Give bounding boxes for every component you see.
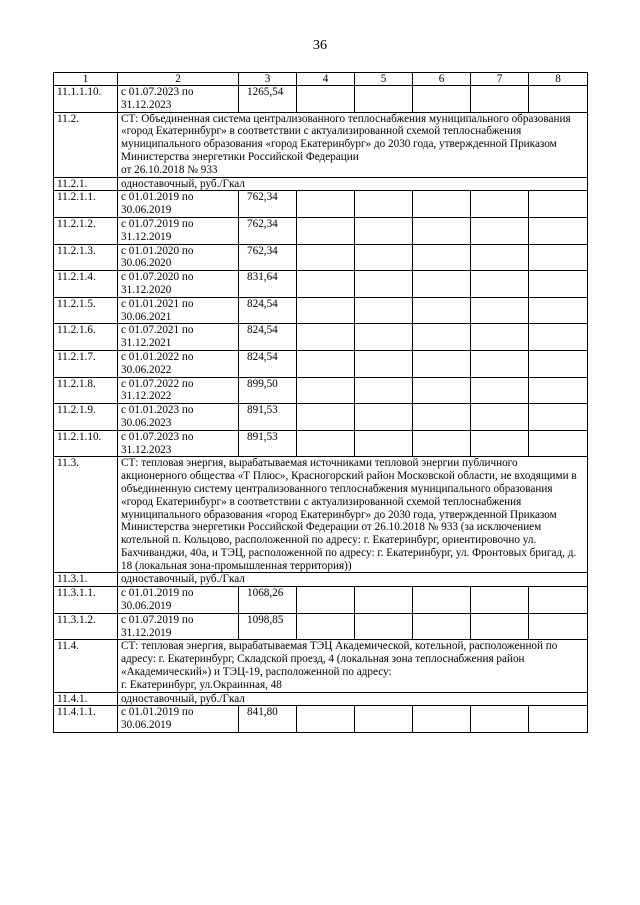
empty-cell [413, 324, 471, 351]
empty-cell [413, 706, 471, 733]
empty-cell [529, 86, 588, 113]
row-number-cell: 11.3.1.1. [54, 587, 118, 614]
table-row [54, 217, 588, 244]
row-number-cell: 11.2.1.6. [54, 324, 118, 351]
empty-cell [471, 191, 529, 218]
section-description-cell: СТ: тепловая энергия, вырабатываемая источниками тепловой энергии публичного акционерного общества «Т Плюс», Красногорский район Московской области, не входящими в объединенную систему централизованного теплоснабжения муниципального образования «город Екатеринбург» в соответствии с актуализированной схемой теплоснабжения муниципального образования «город Екатеринбург» до 2030 года, утвержденной Приказом Министерства энергетики Российской Федерации от 26.10.2018 № 933 (за исключением котельной п. Кольцово, расположенной по адресу: г. Екатеринбург, ориентировочно ул. Бахчиванджи, 40а, и ТЭЦ, расположенной по адресу: г. Екатеринбург, ул. Фронтовых бригад, д. 18 (локальная зона-промышленная территория)) [118, 457, 588, 573]
row-number-cell: 11.2.1.9. [54, 404, 118, 431]
period-cell: с 01.07.2019 по 31.12.2019 [118, 217, 239, 244]
table-row [54, 430, 588, 457]
empty-cell [413, 377, 471, 404]
empty-cell [529, 191, 588, 218]
period-cell: с 01.07.2022 по 31.12.2022 [118, 377, 239, 404]
tariff-value-cell: 891,53 [239, 404, 297, 431]
empty-cell [355, 86, 413, 113]
empty-cell [413, 613, 471, 640]
period-cell: с 01.01.2022 по 30.06.2022 [118, 350, 239, 377]
empty-cell [297, 191, 355, 218]
empty-cell [529, 430, 588, 457]
column-header: 7 [471, 73, 529, 86]
empty-cell [297, 587, 355, 614]
tariff-table [53, 72, 588, 733]
empty-cell [413, 244, 471, 271]
empty-cell [413, 217, 471, 244]
section-description-cell: СТ: тепловая энергия, вырабатываемая ТЭЦ Академической, котельной, расположенной по адресу: г. Екатеринбург, Складской проезд, 4 (локальная зона теплоснабжения район «Академический») и ТЭЦ-19, расположенной по адресу: г. Екатеринбург, ул.Окраинная, 48 [118, 640, 588, 692]
empty-cell [355, 430, 413, 457]
page-number: 36 [313, 38, 327, 53]
section-row [54, 112, 588, 177]
empty-cell [355, 706, 413, 733]
column-header: 5 [355, 73, 413, 86]
empty-cell [471, 86, 529, 113]
period-cell: с 01.07.2019 по 31.12.2019 [118, 613, 239, 640]
empty-cell [297, 324, 355, 351]
period-cell: с 01.01.2023 по 30.06.2023 [118, 404, 239, 431]
empty-cell [355, 244, 413, 271]
tariff-type-cell: одноставочный, руб./Гкал [118, 573, 588, 587]
empty-cell [355, 191, 413, 218]
tariff-value-cell: 762,34 [239, 244, 297, 271]
table-row [54, 191, 588, 218]
empty-cell [297, 706, 355, 733]
section-row [54, 640, 588, 692]
empty-cell [529, 324, 588, 351]
tariff-value-cell: 1265,54 [239, 86, 297, 113]
tariff-type-row [54, 573, 588, 587]
empty-cell [529, 350, 588, 377]
period-cell: с 01.07.2023 по 31.12.2023 [118, 430, 239, 457]
empty-cell [471, 244, 529, 271]
tariff-value-cell: 824,54 [239, 350, 297, 377]
empty-cell [471, 587, 529, 614]
period-cell: с 01.01.2019 по 30.06.2019 [118, 191, 239, 218]
tariff-value-cell: 824,54 [239, 297, 297, 324]
empty-cell [297, 297, 355, 324]
period-cell: с 01.07.2020 по 31.12.2020 [118, 271, 239, 298]
row-number-cell: 11.4.1. [54, 692, 118, 706]
empty-cell [297, 217, 355, 244]
column-header: 4 [297, 73, 355, 86]
empty-cell [413, 404, 471, 431]
row-number-cell: 11.1.1.10. [54, 86, 118, 113]
period-cell: с 01.01.2019 по 30.06.2019 [118, 706, 239, 733]
tariff-value-cell: 899,50 [239, 377, 297, 404]
empty-cell [413, 430, 471, 457]
column-header: 2 [118, 73, 239, 86]
tariff-value-cell: 762,34 [239, 217, 297, 244]
empty-cell [471, 706, 529, 733]
tariff-type-row [54, 177, 588, 191]
row-number-cell: 11.2.1.2. [54, 217, 118, 244]
empty-cell [297, 244, 355, 271]
tariff-value-cell: 1068,26 [239, 587, 297, 614]
row-number-cell: 11.2.1.8. [54, 377, 118, 404]
tariff-type-cell: одноставочный, руб./Гкал [118, 177, 588, 191]
row-number-cell: 11.2. [54, 112, 118, 177]
empty-cell [355, 404, 413, 431]
row-number-cell: 11.4.1.1. [54, 706, 118, 733]
empty-cell [297, 613, 355, 640]
table-row [54, 350, 588, 377]
row-number-cell: 11.3.1. [54, 573, 118, 587]
empty-cell [471, 350, 529, 377]
empty-cell [355, 324, 413, 351]
empty-cell [297, 430, 355, 457]
tariff-value-cell: 1098,85 [239, 613, 297, 640]
empty-cell [529, 377, 588, 404]
empty-cell [355, 217, 413, 244]
empty-cell [413, 587, 471, 614]
column-header: 1 [54, 73, 118, 86]
empty-cell [413, 86, 471, 113]
empty-cell [471, 377, 529, 404]
empty-cell [529, 587, 588, 614]
tariff-value-cell: 824,54 [239, 324, 297, 351]
period-cell: с 01.01.2021 по 30.06.2021 [118, 297, 239, 324]
empty-cell [355, 271, 413, 298]
empty-cell [529, 706, 588, 733]
tariff-value-cell: 891,53 [239, 430, 297, 457]
table-row [54, 86, 588, 113]
empty-cell [297, 350, 355, 377]
column-header-row [54, 73, 588, 86]
empty-cell [471, 404, 529, 431]
period-cell: с 01.01.2019 по 30.06.2019 [118, 587, 239, 614]
empty-cell [355, 613, 413, 640]
tariff-value-cell: 841,80 [239, 706, 297, 733]
section-description-cell: СТ: Объединенная система централизованного теплоснабжения муниципального образования «город Екатеринбург» в соответствии с актуализированной схемой теплоснабжения муниципального образования «город Екатеринбург» до 2030 года, утвержденной Приказом Министерства энергетики Российской Федерации от 26.10.2018 № 933 [118, 112, 588, 177]
empty-cell [529, 297, 588, 324]
empty-cell [529, 271, 588, 298]
tariff-type-cell: одноставочный, руб./Гкал [118, 692, 588, 706]
empty-cell [413, 271, 471, 298]
empty-cell [529, 244, 588, 271]
empty-cell [355, 377, 413, 404]
table-row [54, 244, 588, 271]
row-number-cell: 11.2.1.3. [54, 244, 118, 271]
table-row [54, 587, 588, 614]
empty-cell [413, 297, 471, 324]
table-row [54, 613, 588, 640]
empty-cell [471, 324, 529, 351]
table-body [54, 73, 588, 733]
column-header: 3 [239, 73, 297, 86]
empty-cell [471, 271, 529, 298]
period-cell: с 01.07.2023 по 31.12.2023 [118, 86, 239, 113]
section-row [54, 457, 588, 573]
tariff-value-cell: 762,34 [239, 191, 297, 218]
empty-cell [471, 613, 529, 640]
empty-cell [355, 587, 413, 614]
table-row [54, 297, 588, 324]
empty-cell [413, 191, 471, 218]
empty-cell [297, 404, 355, 431]
row-number-cell: 11.3.1.2. [54, 613, 118, 640]
row-number-cell: 11.4. [54, 640, 118, 692]
row-number-cell: 11.2.1.4. [54, 271, 118, 298]
column-header: 8 [529, 73, 588, 86]
column-header: 6 [413, 73, 471, 86]
empty-cell [471, 297, 529, 324]
empty-cell [297, 271, 355, 298]
empty-cell [529, 217, 588, 244]
row-number-cell: 11.2.1.7. [54, 350, 118, 377]
empty-cell [355, 350, 413, 377]
empty-cell [471, 430, 529, 457]
table-row [54, 377, 588, 404]
empty-cell [355, 297, 413, 324]
tariff-value-cell: 831,64 [239, 271, 297, 298]
row-number-cell: 11.3. [54, 457, 118, 573]
period-cell: с 01.01.2020 по 30.06.2020 [118, 244, 239, 271]
row-number-cell: 11.2.1.5. [54, 297, 118, 324]
tariff-type-row [54, 692, 588, 706]
empty-cell [529, 404, 588, 431]
table-row [54, 706, 588, 733]
empty-cell [529, 613, 588, 640]
row-number-cell: 11.2.1.10. [54, 430, 118, 457]
empty-cell [413, 350, 471, 377]
table-row [54, 324, 588, 351]
empty-cell [297, 377, 355, 404]
table-row [54, 404, 588, 431]
row-number-cell: 11.2.1.1. [54, 191, 118, 218]
table-row [54, 271, 588, 298]
period-cell: с 01.07.2021 по 31.12.2021 [118, 324, 239, 351]
empty-cell [471, 217, 529, 244]
empty-cell [297, 86, 355, 113]
row-number-cell: 11.2.1. [54, 177, 118, 191]
